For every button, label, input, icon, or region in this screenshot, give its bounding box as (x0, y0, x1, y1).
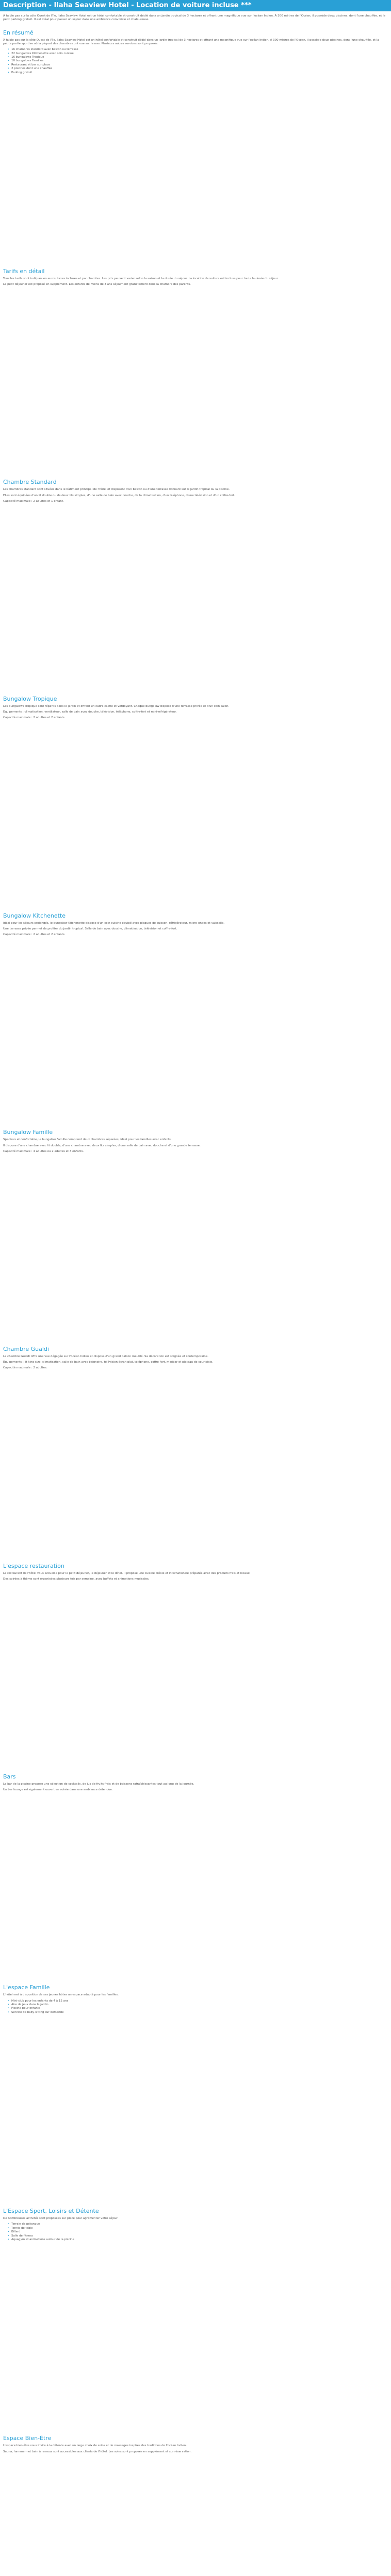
section (3, 912, 388, 1122)
section-paragraph: L'hôtel met à disposition de ses jeunes hôtes un espace adapté pour les familles. (3, 1993, 119, 1997)
section-paragraph: Capacité maximale : 2 adultes et 2 enfants. (3, 716, 66, 720)
list-item: • Mini-club pour les enfants de 4 à 12 ans (11, 1999, 388, 2003)
section-paragraph: Sauna, hammam et bain à remous sont accessibles aux clients de l'hôtel. Les soins sont proposés en supplément et sur réservation. (3, 2450, 192, 2453)
list-item: • 2 piscines dont une chauffée (11, 67, 388, 71)
sections (3, 29, 388, 2576)
section (3, 1129, 388, 1338)
list-item: • Aquagym et animations autour de la piscine (11, 2238, 388, 2242)
section-list (3, 1999, 388, 2015)
section-paragraph: Capacité maximale : 2 adultes et 1 enfant. (3, 499, 64, 503)
section-heading: Chambre Standard (3, 479, 57, 486)
list-item: • Terrain de pétanque (11, 2223, 388, 2226)
list-item: • 16 bungalows Tropique (11, 56, 388, 59)
section-heading: Bungalow Famille (3, 1129, 53, 1136)
section-heading: L'espace restauration (3, 1562, 64, 1569)
section-paragraph: Les chambres standard sont situées dans le bâtiment principal de l'hôtel et disposent d'un balcon ou d'une terrasse donnant sur le jardin tropical ou la piscine. (3, 488, 230, 492)
section-paragraph: Le petit déjeuner est proposé en supplément. Les enfants de moins de 3 ans séjournent gratuitement dans la chambre des parents. (3, 283, 191, 286)
section (3, 696, 388, 905)
section (3, 1346, 388, 1555)
section-heading: Bungalow Kitchenette (3, 912, 66, 919)
section-heading: En résumé (3, 29, 34, 36)
list-item: • Parking gratuit (11, 71, 388, 75)
section-paragraph: Le restaurant de l'hôtel vous accueille pour le petit déjeuner, le déjeuner et le dîner. Il propose une cuisine créole et internationale préparée avec des produits frais et locaux. (3, 1571, 251, 1575)
section-paragraph: Une terrasse privée permet de profiter du jardin tropical. Salle de bain avec douche, climatisation, télévision et coffre-fort. (3, 927, 177, 930)
list-item: • Aire de jeux dans le jardin (11, 2003, 388, 2007)
section-paragraph: Le bar de la piscine propose une sélection de cocktails, de jus de fruits frais et de boissons rafraîchissantes tout au long de la journée. (3, 1782, 194, 1786)
section-heading: Tarifs en détail (3, 268, 45, 275)
section-heading: L'espace Famille (3, 1984, 50, 1991)
section (3, 479, 388, 688)
section-heading: Espace Bien-Être (3, 2435, 52, 2442)
list-item: • Billard (11, 2230, 388, 2234)
list-item: • 22 bungalows Kitchenette avec coin cuisine (11, 52, 388, 56)
section-paragraph: La chambre Gualdi offre une vue dégagée sur l'océan Indien et dispose d'un grand balcon meublé. Sa décoration est soignée et contemporaine. (3, 1354, 208, 1358)
section-paragraph: Les bungalows Tropique sont répartis dans le jardin et offrent un cadre calme et verdoyant. Chaque bungalow dispose d'une terrasse privée et d'un coin salon. (3, 705, 230, 708)
list-item: • Salle de fitness (11, 2234, 388, 2238)
section-heading: Bungalow Tropique (3, 696, 57, 703)
section (3, 2435, 388, 2576)
list-item: • 16 chambres standard avec balcon ou terrasse (11, 48, 388, 52)
section-heading: Bars (3, 1773, 16, 1780)
list-item: • Service de baby-sitting sur demande (11, 2011, 388, 2014)
section (3, 268, 388, 471)
section-paragraph: Capacité maximale : 2 adultes. (3, 1366, 47, 1370)
section-paragraph: Tous les tarifs sont indiqués en euros, taxes incluses et par chambre. Les prix peuvent varier selon la saison et la durée du séjour. La location de voiture est incluse pour toute la durée du séjour. (3, 277, 279, 281)
section (3, 1563, 388, 1766)
section (3, 29, 388, 261)
content (0, 11, 391, 2576)
section-list (3, 48, 388, 75)
section-paragraph: Équipements : climatisation, ventilateur, salle de bain avec douche, télévision, téléphone, coffre-fort et mini-réfrigérateur. (3, 710, 177, 714)
section-paragraph: De nombreuses activités sont proposées sur place pour agrémenter votre séjour. (3, 2217, 119, 2221)
section (3, 1773, 388, 1977)
intro-text: À faible pas sur la côte Ouest de l'île, Ilaha Seaview Hotel est un hôtel confortable et construit dédié dans un jardin tropical de 3 hectares et offrant une magnifique vue sur l'océan Indien. À 300 mètres de l'Océan, il possède deux piscines, dont l'une chauffée, et le petit parking gratuit. Il est idéal pour passer un séjour dans une ambiance conviviale et chaleureuse. (3, 14, 386, 22)
section-paragraph: Équipements : lit king size, climatisation, salle de bain avec baignoire, télévision écran plat, téléphone, coffre-fort, minibar et plateau de courtoisie. (3, 1361, 214, 1364)
page-body (0, 11, 391, 2576)
section-paragraph: Capacité maximale : 2 adultes et 2 enfants. (3, 933, 66, 937)
page-title: Description - Ilaha Seaview Hotel - Location de voiture incluse *** (3, 2, 252, 9)
list-item: • Restaurant et bar sur place (11, 63, 388, 67)
section-list (3, 2223, 388, 2242)
section-paragraph: À faible pas sur la côte Ouest de l'île, Ilaha Seaview Hotel est un hôtel confortable et construit dédié dans un jardin tropical de 3 hectares et offrant une magnifique vue sur l'océan Indien. À 300 mètres de l'Océan, il possède deux piscines, dont l'une chauffée, et la petite partie sportive où la plupart des chambres ont vue sur la mer. Plusieurs autres services sont proposés. (3, 38, 379, 46)
section (3, 2208, 388, 2428)
section-heading: L'Espace Sport, Loisirs et Détente (3, 2208, 99, 2215)
section-paragraph: Il dispose d'une chambre avec lit double, d'une chambre avec deux lits simples, d'une salle de bain avec douche et d'une grande terrasse. (3, 1144, 201, 1147)
section-paragraph: Spacieux et confortable, le bungalow Famille comprend deux chambres séparées, idéal pour les familles avec enfants. (3, 1138, 172, 1142)
section-paragraph: Idéal pour les séjours prolongés, le bungalow Kitchenette dispose d'un coin cuisine équipé avec plaques de cuisson, réfrigérateur, micro-ondes et vaisselle. (3, 921, 225, 925)
list-item: • Tennis de table (11, 2227, 388, 2230)
section (3, 1984, 388, 2200)
section-paragraph: Des soirées à thème sont organisées plusieurs fois par semaine, avec buffets et animations musicales. (3, 1577, 150, 1581)
title-banner (0, 0, 391, 11)
section-paragraph: Capacité maximale : 4 adultes ou 2 adultes et 3 enfants. (3, 1149, 84, 1153)
list-item: • 10 bungalows Familles (11, 59, 388, 63)
section-paragraph: L'espace bien-être vous invite à la détente avec un large choix de soins et de massages inspirés des traditions de l'océan Indien. (3, 2444, 187, 2448)
section-heading: Chambre Gualdi (3, 1345, 49, 1352)
section-paragraph: Un bar lounge est également ouvert en soirée dans une ambiance détendue. (3, 1788, 113, 1792)
section-paragraph: Elles sont équipées d'un lit double ou de deux lits simples, d'une salle de bain avec douche, de la climatisation, d'un téléphone, d'une télévision et d'un coffre-fort. (3, 494, 235, 497)
list-item: • Piscine pour enfants (11, 2007, 388, 2010)
